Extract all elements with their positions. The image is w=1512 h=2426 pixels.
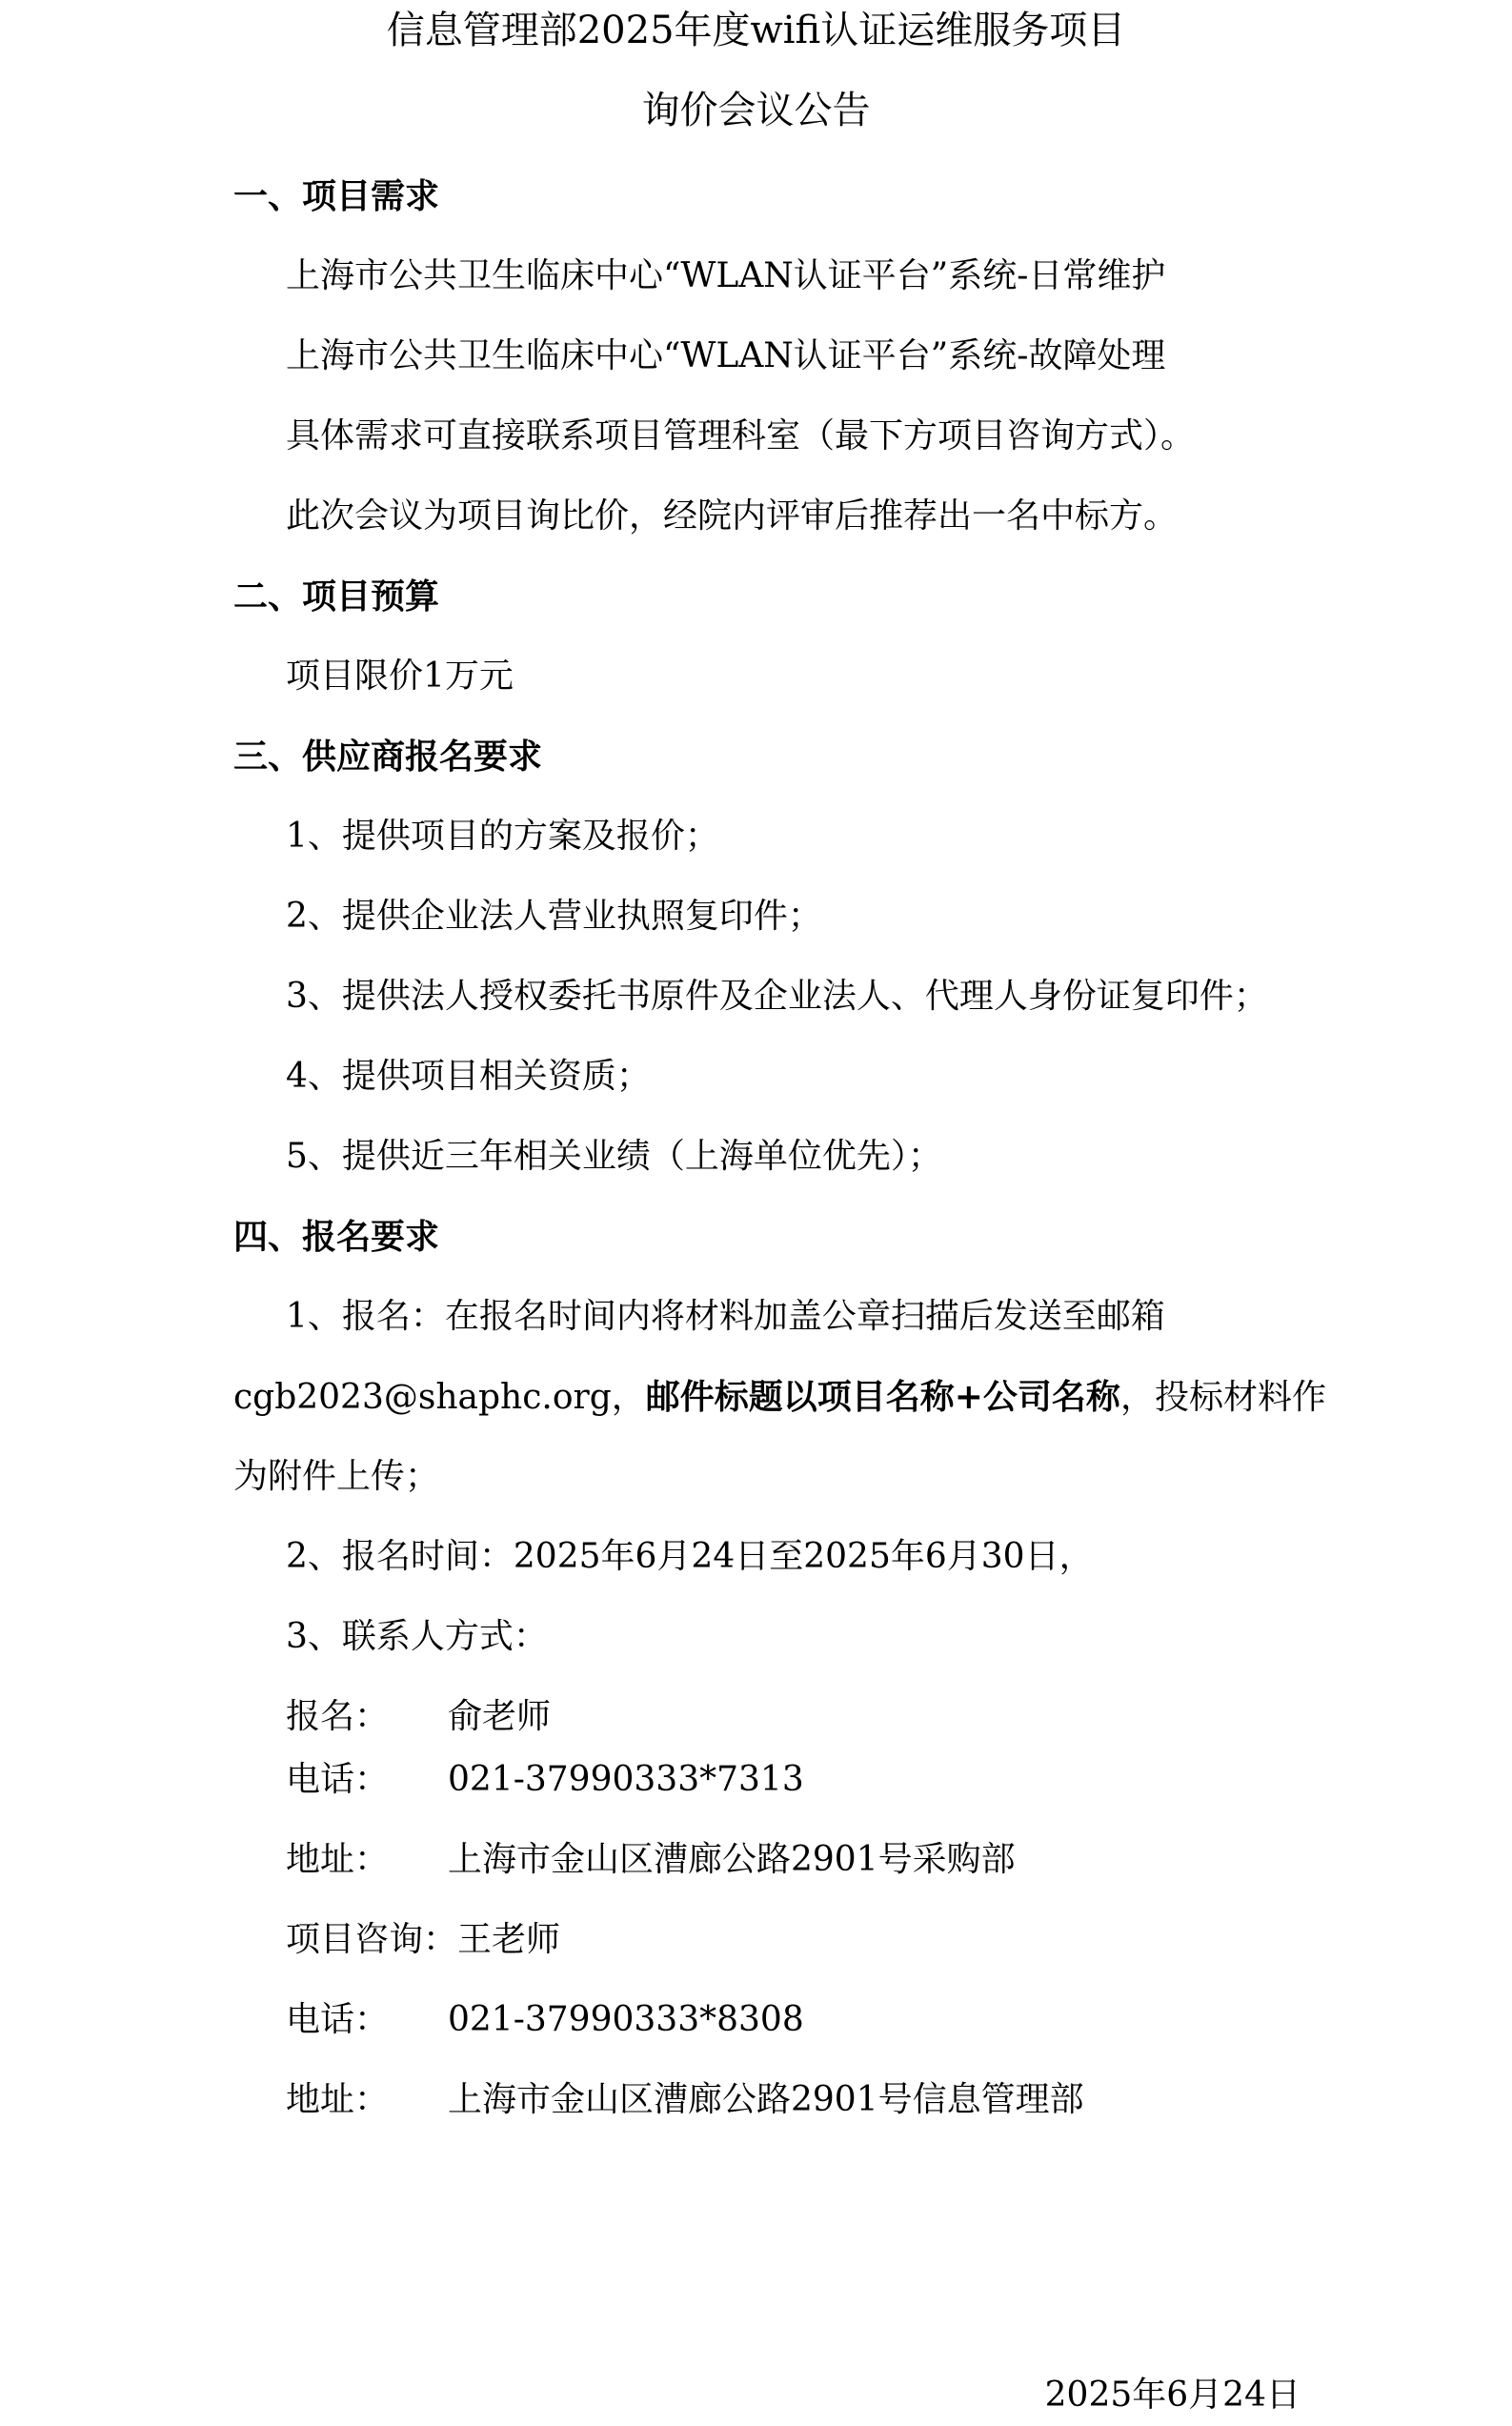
registration-item-1-line-2: [233, 1377, 1326, 1417]
address-label: 地址：: [286, 1840, 390, 1879]
project-contact-name: [286, 1920, 561, 1959]
section-1-item: 具体需求可直接联系项目管理科室（最下方项目咨询方式）。: [286, 416, 1196, 455]
requirement-item: 1、提供项目的方案及报价；: [286, 817, 719, 856]
section-1-item: 上海市公共卫生临床中心“WLAN认证平台”系统-日常维护: [286, 256, 1166, 295]
contact-label: 项目咨询：: [286, 1920, 458, 1959]
notice-date: 2025年6月24日: [1044, 2375, 1300, 2415]
registration-contact-phone: [286, 1760, 804, 1799]
registration-contact-address: [286, 1840, 1016, 1879]
section-1-heading: 一、项目需求: [233, 176, 440, 216]
registration-time: 2、报名时间：2025年6月24日至2025年6月30日，: [286, 1537, 1094, 1576]
address-text: 上海市金山区漕廊公路2901号信息管理部: [448, 2080, 1084, 2119]
contact-heading: 3、联系人方式：: [286, 1617, 548, 1656]
requirement-item: 3、提供法人授权委托书原件及企业法人、代理人身份证复印件；: [286, 977, 1268, 1016]
section-2-heading: 二、项目预算: [233, 576, 440, 617]
budget-text: 项目限价1万元: [286, 657, 514, 696]
section-1-item: 此次会议为项目询比价，经院内评审后推荐出一名中标方。: [286, 496, 1179, 536]
requirement-item: 4、提供项目相关资质；: [286, 1057, 651, 1096]
phone-label: 电话：: [286, 1760, 390, 1799]
address-label: 地址：: [286, 2080, 390, 2119]
phone-number: 021-37990333*8308: [448, 2000, 804, 2039]
address-text: 上海市金山区漕廊公路2901号采购部: [448, 1840, 1016, 1879]
requirement-item: 2、提供企业法人营业执照复印件；: [286, 897, 822, 936]
project-contact-address: [286, 2080, 1084, 2119]
registration-item-1-line-3: 为附件上传；: [233, 1457, 440, 1496]
project-contact-phone: [286, 2000, 804, 2039]
contact-name: 王老师: [457, 1920, 561, 1959]
section-3-heading: 三、供应商报名要求: [233, 737, 543, 777]
phone-label: 电话：: [286, 2000, 390, 2039]
contact-label: 报名：: [286, 1697, 390, 1736]
phone-number: 021-37990333*7313: [448, 1760, 804, 1799]
email-subject-rule: 邮件标题以项目名称+公司名称: [645, 1377, 1120, 1417]
section-1-item: 上海市公共卫生临床中心“WLAN认证平台”系统-故障处理: [286, 336, 1166, 375]
email-tail-text: ，投标材料作: [1119, 1378, 1326, 1417]
registration-item-1-line-1: 1、报名：在报名时间内将材料加盖公章扫描后发送至邮箱: [286, 1297, 1165, 1336]
contact-name: 俞老师: [448, 1697, 552, 1736]
registration-contact-name: [286, 1697, 552, 1736]
title-line-2: 询价会议公告: [641, 89, 871, 132]
requirement-item: 5、提供近三年相关业绩（上海单位优先）；: [286, 1137, 942, 1176]
title-line-1: 信息管理部2025年度wifi认证运维服务项目: [386, 9, 1126, 52]
email-address[interactable]: cgb2023@shaphc.org，: [233, 1378, 646, 1417]
section-4-heading: 四、报名要求: [233, 1217, 440, 1257]
